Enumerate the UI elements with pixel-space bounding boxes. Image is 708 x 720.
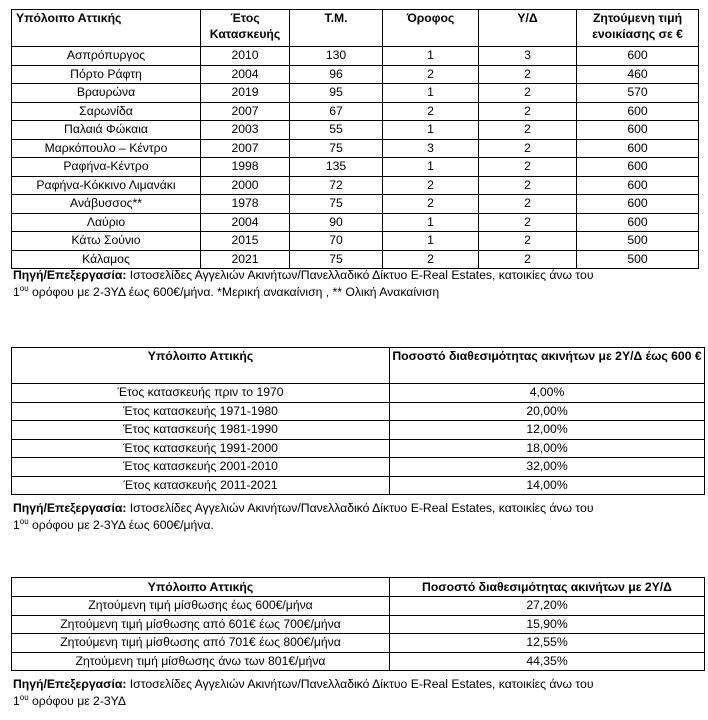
cell-area: Ασπρόπυργος <box>12 47 201 66</box>
cell-bedrooms: 2 <box>479 158 577 177</box>
source-note-3 <box>13 676 594 710</box>
cell-floor: 2 <box>383 102 479 121</box>
cell-floor: 1 <box>383 121 479 140</box>
cell-year: 2000 <box>201 176 290 195</box>
table-row <box>12 615 705 634</box>
cell-year: 2015 <box>201 232 290 251</box>
cell-bedrooms: 2 <box>479 250 577 269</box>
cell-floor: 2 <box>383 250 479 269</box>
construction-year-table <box>11 347 705 495</box>
cell-sqm: 96 <box>290 65 383 84</box>
table-row <box>12 421 705 440</box>
cell-floor: 1 <box>383 158 479 177</box>
cell-area: Σαρωνίδα <box>12 102 201 121</box>
table-row <box>12 384 705 403</box>
table-row <box>12 65 699 84</box>
source-floor-number: 1 <box>13 285 20 299</box>
price-range-table-body <box>12 597 705 671</box>
cell-sqm: 75 <box>290 195 383 214</box>
cell-area: Ραφήνα-Κέντρο <box>12 158 201 177</box>
header-area: Υπόλοιπο Αττικής <box>12 348 390 384</box>
cell-sqm: 55 <box>290 121 383 140</box>
cell-price: 600 <box>577 102 699 121</box>
cell-price: 600 <box>577 176 699 195</box>
cell-year: 2007 <box>201 102 290 121</box>
cell-percentage: 14,00% <box>390 476 705 495</box>
cell-bedrooms: 2 <box>479 84 577 103</box>
cell-category: Ζητούμενη τιμή μίσθωσης έως 600€/μήνα <box>12 597 390 616</box>
rentals-table-body <box>12 47 699 269</box>
cell-bedrooms: 2 <box>479 65 577 84</box>
cell-sqm: 70 <box>290 232 383 251</box>
cell-floor: 1 <box>383 213 479 232</box>
table-row <box>12 176 699 195</box>
cell-area: Βραυρώνα <box>12 84 201 103</box>
cell-area: Κάτω Σούνιο <box>12 232 201 251</box>
cell-year: 1978 <box>201 195 290 214</box>
cell-price: 600 <box>577 158 699 177</box>
source-text-line1: Ιστοσελίδες Αγγελιών Ακινήτων/Πανελλαδικό Δίκτυο E-Real Estates, κατοικίες άνω του <box>126 268 594 282</box>
cell-price: 460 <box>577 65 699 84</box>
table-row <box>12 121 699 140</box>
header-floor: Όροφος <box>383 10 479 47</box>
cell-year: 2021 <box>201 250 290 269</box>
table-row <box>12 439 705 458</box>
source-floor-number: 1 <box>13 518 20 532</box>
cell-sqm: 75 <box>290 139 383 158</box>
cell-year: 2019 <box>201 84 290 103</box>
cell-category: Έτος κατασκευής πριν το 1970 <box>12 384 390 403</box>
source-floor-suffix: ου <box>19 693 29 702</box>
cell-year: 2004 <box>201 65 290 84</box>
header-availability: Ποσοστό διαθεσιμότητας ακινήτων με 2Υ/Δ <box>390 578 705 597</box>
header-price: Ζητούμενη τιμή ενοικίασης σε € <box>577 10 699 47</box>
cell-category: Ζητούμενη τιμή μίσθωσης άνω των 801€/μήνα <box>12 652 390 671</box>
cell-percentage: 15,90% <box>390 615 705 634</box>
cell-floor: 1 <box>383 232 479 251</box>
cell-bedrooms: 2 <box>479 139 577 158</box>
cell-category: Έτος κατασκευής 1971-1980 <box>12 402 390 421</box>
cell-price: 600 <box>577 139 699 158</box>
table-header-row <box>12 348 705 384</box>
cell-bedrooms: 2 <box>479 102 577 121</box>
cell-sqm: 75 <box>290 250 383 269</box>
cell-year: 2004 <box>201 213 290 232</box>
table-row <box>12 232 699 251</box>
cell-floor: 2 <box>383 176 479 195</box>
cell-bedrooms: 2 <box>479 176 577 195</box>
source-text-line2: ορόφου με 2-3ΥΔ <box>28 694 127 708</box>
table-row <box>12 139 699 158</box>
header-year: Έτος Κατασκευής <box>201 10 290 47</box>
cell-floor: 1 <box>383 47 479 66</box>
cell-category: Έτος κατασκευής 1981-1990 <box>12 421 390 440</box>
cell-price: 600 <box>577 213 699 232</box>
source-note-2 <box>13 500 594 534</box>
rentals-table <box>11 9 699 269</box>
source-text-line1: Ιστοσελίδες Αγγελιών Ακινήτων/Πανελλαδικό Δίκτυο E-Real Estates, κατοικίες άνω του <box>126 677 594 691</box>
header-area: Υπόλοιπο Αττικής <box>12 578 390 597</box>
cell-area: Παλαιά Φώκαια <box>12 121 201 140</box>
cell-sqm: 90 <box>290 213 383 232</box>
cell-category: Έτος κατασκευής 2011-2021 <box>12 476 390 495</box>
table-row <box>12 476 705 495</box>
cell-area: Κάλαμος <box>12 250 201 269</box>
header-bedrooms: Υ/Δ <box>479 10 577 47</box>
source-floor-suffix: ου <box>19 284 29 293</box>
source-text-line2: ορόφου με 2-3ΥΔ έως 600€/μήνα. <box>28 518 214 532</box>
table-row <box>12 84 699 103</box>
cell-area: Ραφήνα-Κόκκινο Λιμανάκι <box>12 176 201 195</box>
table-row <box>12 597 705 616</box>
source-floor-number: 1 <box>13 694 20 708</box>
source-label: Πηγή/Επεξεργασία: <box>13 268 127 282</box>
table-row <box>12 402 705 421</box>
cell-sqm: 135 <box>290 158 383 177</box>
cell-category: Έτος κατασκευής 2001-2010 <box>12 458 390 477</box>
cell-sqm: 130 <box>290 47 383 66</box>
cell-area: Μαρκόπουλο – Κέντρο <box>12 139 201 158</box>
table-header-row <box>12 10 699 47</box>
price-range-table <box>11 577 705 671</box>
source-text-line2: ορόφου με 2-3ΥΔ έως 600€/μήνα. *Μερική ανακαίνιση , ** Ολική Ανακαίνιση <box>28 285 440 299</box>
cell-category: Ζητούμενη τιμή μίσθωσης από 701€ έως 800€/μήνα <box>12 634 390 653</box>
cell-floor: 1 <box>383 84 479 103</box>
table-row <box>12 250 699 269</box>
table-row <box>12 213 699 232</box>
construction-year-table-body <box>12 384 705 495</box>
cell-percentage: 12,00% <box>390 421 705 440</box>
source-note-1 <box>13 267 594 301</box>
source-text-line1: Ιστοσελίδες Αγγελιών Ακινήτων/Πανελλαδικό Δίκτυο E-Real Estates, κατοικίες άνω του <box>126 501 594 515</box>
cell-price: 570 <box>577 84 699 103</box>
cell-percentage: 4,00% <box>390 384 705 403</box>
cell-sqm: 72 <box>290 176 383 195</box>
header-availability: Ποσοστό διαθεσιμότητας ακινήτων με 2Υ/Δ έως 600 € <box>390 348 705 384</box>
cell-percentage: 44,35% <box>390 652 705 671</box>
cell-year: 2010 <box>201 47 290 66</box>
table-row <box>12 195 699 214</box>
cell-bedrooms: 2 <box>479 195 577 214</box>
header-area: Υπόλοιπο Αττικής <box>12 10 201 47</box>
cell-category: Έτος κατασκευής 1991-2000 <box>12 439 390 458</box>
cell-floor: 2 <box>383 195 479 214</box>
source-label: Πηγή/Επεξεργασία: <box>13 677 127 691</box>
table-header-row <box>12 578 705 597</box>
table-row <box>12 102 699 121</box>
cell-percentage: 12,55% <box>390 634 705 653</box>
cell-floor: 2 <box>383 65 479 84</box>
cell-percentage: 32,00% <box>390 458 705 477</box>
cell-year: 1998 <box>201 158 290 177</box>
source-floor-suffix: ου <box>19 517 29 526</box>
cell-sqm: 95 <box>290 84 383 103</box>
cell-percentage: 20,00% <box>390 402 705 421</box>
cell-percentage: 18,00% <box>390 439 705 458</box>
cell-bedrooms: 2 <box>479 121 577 140</box>
cell-sqm: 67 <box>290 102 383 121</box>
cell-year: 2007 <box>201 139 290 158</box>
cell-category: Ζητούμενη τιμή μίσθωσης από 601€ έως 700€/μήνα <box>12 615 390 634</box>
table-row <box>12 652 705 671</box>
header-sqm: Τ.Μ. <box>290 10 383 47</box>
cell-area: Πόρτο Ράφτη <box>12 65 201 84</box>
cell-price: 600 <box>577 47 699 66</box>
cell-area: Λαύριο <box>12 213 201 232</box>
cell-price: 500 <box>577 250 699 269</box>
cell-price: 600 <box>577 195 699 214</box>
source-label: Πηγή/Επεξεργασία: <box>13 501 127 515</box>
table-row <box>12 458 705 477</box>
cell-percentage: 27,20% <box>390 597 705 616</box>
cell-floor: 3 <box>383 139 479 158</box>
table-row <box>12 158 699 177</box>
cell-year: 2003 <box>201 121 290 140</box>
cell-bedrooms: 3 <box>479 47 577 66</box>
cell-price: 500 <box>577 232 699 251</box>
table-row <box>12 47 699 66</box>
table-row <box>12 634 705 653</box>
cell-area: Ανάβυσσος** <box>12 195 201 214</box>
cell-bedrooms: 2 <box>479 232 577 251</box>
cell-price: 600 <box>577 121 699 140</box>
cell-bedrooms: 2 <box>479 213 577 232</box>
